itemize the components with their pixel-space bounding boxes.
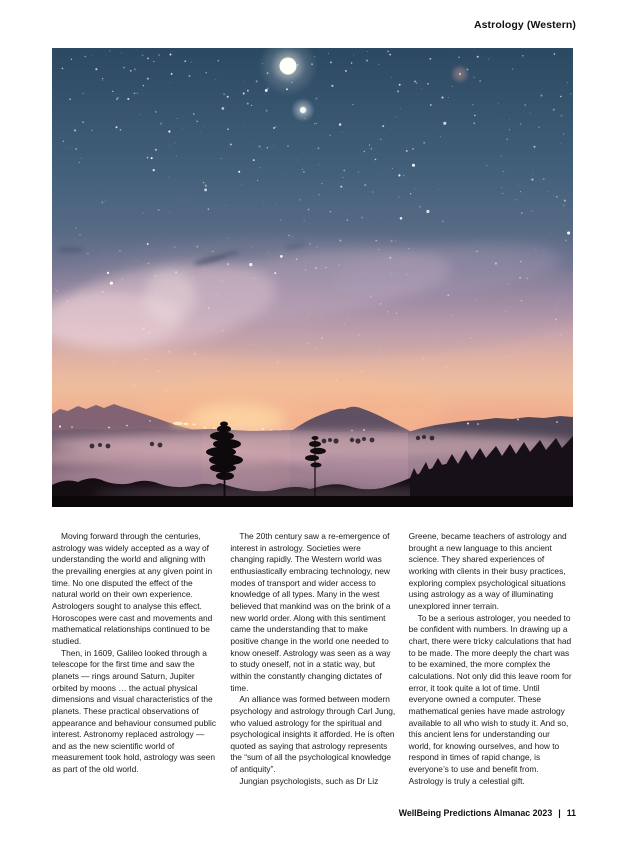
footer xyxy=(399,808,576,818)
paragraph: To be a serious astrologer, you needed to be confident with numbers. In drawing up a chart, there were tricky calculations that had to be made. The more deeply the chart was to be examined, the more complex the calculations. Not only did this leave room for error, it took quite a lot of time. Until everyone owned a computer. These mathematical genies have made astrology available to all who wish to study it. And so, this ancient lens for understanding our world, for knowing ourselves, and how to respond in times of rapid change, is everyone’s to use and benefit from. Astrology is truly a celestial gift. xyxy=(408,612,572,786)
night-sky-photo xyxy=(52,48,573,507)
article-body xyxy=(52,531,574,787)
text-column-1 xyxy=(52,531,217,787)
footer-separator: | xyxy=(558,808,561,818)
hero-photo xyxy=(52,48,573,507)
paragraph: Jungian psychologists, such as Dr Liz xyxy=(239,775,379,786)
paragraph: The 20th century saw a re-emergence of interest in astrology. Societies were changing rapidly. The Western world was enthusiastically embracing technology, new modes of transport and wider access to knowledge of all types. Many in the west believed that mankind was on the brink of a new world order. Along with this sentiment came the understanding that to make positive change in the world one needed to know oneself. Astrology was seen as a way to study oneself, not in a static way, but within the constantly changing dictates of time. xyxy=(230,531,391,693)
nebula-spot xyxy=(453,67,467,81)
paragraph: Greene, became teachers of astrology and brought a new language to this ancient science. They shared experiences of working with clients in their busy practices, exploring complex psychological situations using astrology as a way of illuminating unexplored inner terrain. xyxy=(408,531,567,611)
paragraph: An alliance was formed between modern psychology and astrology through Carl Jung, who valued astrology for the spiritual and psychological insights it afforded. He is often quoted as saying that astrology represents the “sum of all the psychological knowledge of antiquity”. xyxy=(230,694,396,775)
bottom-shadow xyxy=(52,496,573,507)
footer-publication: WellBeing Predictions Almanac 2023 xyxy=(398,808,553,818)
text-column-3 xyxy=(409,531,574,787)
bright-planet xyxy=(291,98,315,122)
page-title: Astrology (Western) xyxy=(473,19,576,31)
footer-page-number: 11 xyxy=(566,808,576,818)
text-column-2 xyxy=(230,531,395,787)
paragraph: Then, in 1609, Galileo looked through a telescope for the first time and saw the planets — rings around Saturn, Jupiter orbited by moons … the actual physical dimensions and visual characteristics of the planets. These practical observations of appearance and behaviour consumed public interest. Astronomy replaced astrology — and as the new scientific world of measurement took hold, astrology was seen as part of the old world. xyxy=(52,647,217,775)
paragraph: Moving forward through the centuries, astrology was widely accepted as a way of understanding the world and aligning with the prevailing energies at any given point in time. No one disputed the effect of the natural world on their own experience. Astrologers sought to analyse this effect. Horoscopes were cast and movements and mathematical relationships continued to be studied. xyxy=(52,531,213,646)
